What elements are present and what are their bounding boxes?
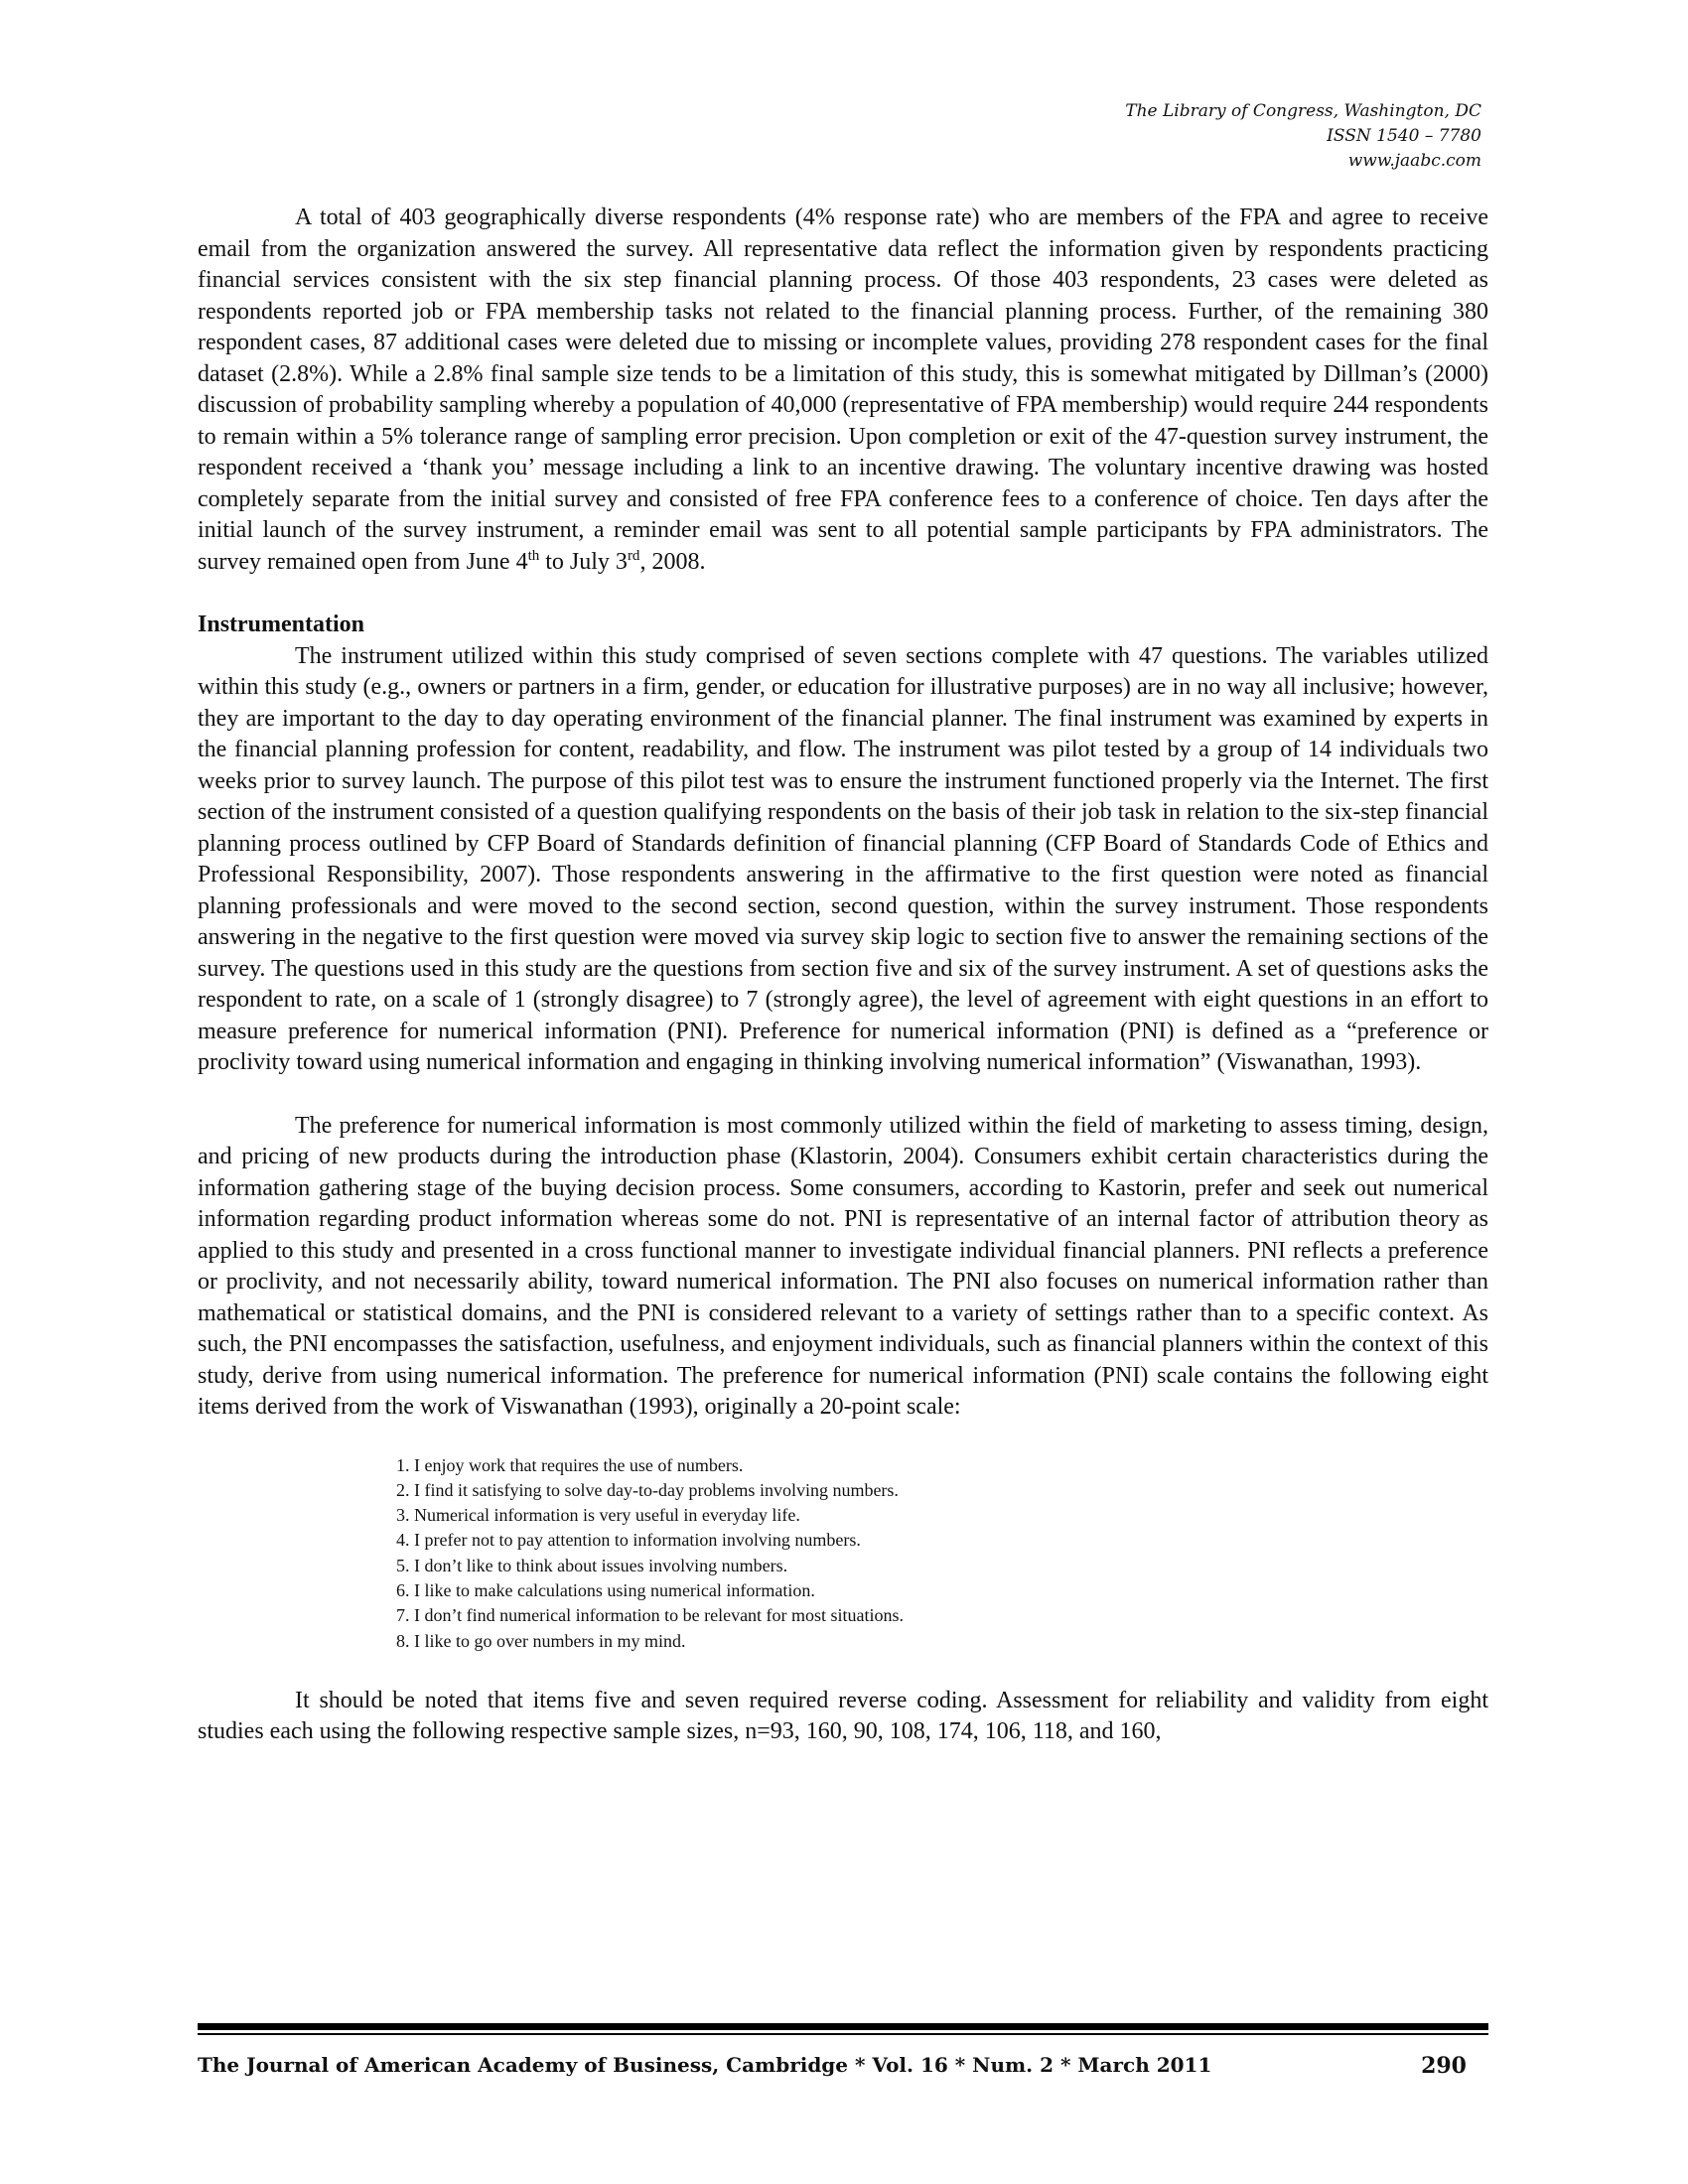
pni-item-list [198, 1453, 1488, 1654]
paragraph-respondents-text: A total of 403 geographically diverse respondents (4% response rate) who are members of the FPA and agree to receive email from the organization answered the survey. All representative data reflect the information given by respondents practicing financial services consistent with the six step financial planning process. Of those 403 respondents, 23 cases were deleted as respondents reported job or FPA membership tasks not related to the financial planning process. Further, of the remaining 380 respondent cases, 87 additional cases were deleted due to missing or incomplete values, providing 278 respondent cases for the final dataset (2.8%). While a 2.8% final sample size tends to be a limitation of this study, this is somewhat mitigated by Dillman’s (2000) discussion of probability sampling whereby a population of 40,000 (representative of FPA membership) would require 244 respondents to remain within a 5% tolerance range of sampling error precision. Upon completion or exit of the 47-question survey instrument, the respondent received a ‘thank you’ message including a link to an incentive drawing. The voluntary incentive drawing was hosted completely separate from the initial survey and consisted of free FPA conference fees to a conference of choice. Ten days after the initial launch of the survey instrument, a reminder email was sent to all potential sample participants by FPA administrators. The survey remained open from June 4 [198, 205, 1488, 575]
footer-rule-thin [198, 2033, 1488, 2035]
article-body [198, 203, 1488, 1748]
running-header [1125, 99, 1481, 174]
list-item: 1. I enjoy work that requires the use of numbers. [396, 1454, 744, 1475]
list-item: 6. I like to make calculations using numerical information. [396, 1579, 815, 1600]
paragraph-reverse-coding: It should be noted that items five and seven required reverse coding. Assessment for reliability and validity from eight studies each using the following respective sample sizes, n=93, 160, 90, 108, 174, 106, 118, and 160, [198, 1687, 1488, 1745]
list-item: 8. I like to go over numbers in my mind. [396, 1630, 686, 1651]
list-item: 2. I find it satisfying to solve day-to-day problems involving numbers. [396, 1479, 899, 1500]
page-number: 290 [1421, 2053, 1467, 2079]
superscript-rd: rd [627, 547, 640, 564]
list-item: 7. I don’t find numerical information to be relevant for most situations. [396, 1605, 905, 1626]
header-issn: ISSN 1540 – 7780 [1327, 126, 1481, 146]
paragraph-respondents [198, 203, 1488, 578]
list-item: 5. I don’t like to think about issues involving numbers. [396, 1555, 788, 1575]
list-item: 3. Numerical information is very useful in everyday life. [396, 1505, 800, 1526]
paragraph-respondents-text-3: , 2008. [639, 548, 706, 575]
paragraph-pni: The preference for numerical information is most commonly utilized within the field of marketing to assess timing, design, and pricing of new products during the introduction phase (Klastorin, 2004). Consumers exhibit certain characteristics during the information gathering stage of the buying decision process. Some consumers, according to Kastorin, prefer and seek out numerical information regarding product information whereas some do not. PNI is representative of an internal factor of attribution theory as applied to this study and presented in a cross functional manner to investigate individual financial planners. PNI reflects a preference or proclivity, and not necessarily ability, toward numerical information. The PNI also focuses on numerical information rather than mathematical or statistical domains, and the PNI is considered relevant to a variety of settings rather than to a specific context. As such, the PNI encompasses the satisfaction, usefulness, and enjoyment individuals, such as financial planners within the context of this study, derive from using numerical information. The preference for numerical information (PNI) scale contains the following eight items derived from the work of Viswanathan (1993), originally a 20-point scale: [198, 1112, 1488, 1420]
header-library: The Library of Congress, Washington, DC [1125, 101, 1481, 121]
section-heading-instrumentation: Instrumentation [198, 612, 365, 637]
list-item: 4. I prefer not to pay attention to information involving numbers. [396, 1530, 861, 1551]
footer-journal-citation: The Journal of American Academy of Business, Cambridge * Vol. 16 * Num. 2 * March 2011 [198, 2053, 1212, 2077]
superscript-th: th [527, 547, 540, 564]
footer-rule-thick [198, 2023, 1488, 2030]
paragraph-respondents-text-2: to July 3 [539, 548, 628, 575]
paragraph-instrumentation: The instrument utilized within this study comprised of seven sections complete with 47 questions. The variables utilized within this study (e.g., owners or partners in a firm, gender, or education for illustrative purposes) are in no way all inclusive; however, they are important to the day to day operating environment of the financial planner. The final instrument was examined by experts in the financial planning profession for content, readability, and flow. The instrument was pilot tested by a group of 14 individuals two weeks prior to survey launch. The purpose of this pilot test was to ensure the instrument functioned properly via the Internet. The first section of the instrument consisted of a question qualifying respondents on the basis of their job task in relation to the six-step financial planning process outlined by CFP Board of Standards definition of financial planning (CFP Board of Standards Code of Ethics and Professional Responsibility, 2007). Those respondents answering in the affirmative to the first question were noted as financial planning professionals and were moved to the second section, second question, within the survey instrument. Those respondents answering in the negative to the first question were moved via survey skip logic to section five to answer the remaining sections of the survey. The questions used in this study are the questions from section five and six of the survey instrument. A set of questions asks the respondent to rate, on a scale of 1 (strongly disagree) to 7 (strongly agree), the level of agreement with eight questions in an effort to measure preference for numerical information (PNI). Preference for numerical information (PNI) is defined as a “preference or proclivity toward using numerical information and engaging in thinking involving numerical information” (Viswanathan, 1993). [198, 642, 1488, 1075]
header-website: www.jaabc.com [1347, 151, 1481, 171]
